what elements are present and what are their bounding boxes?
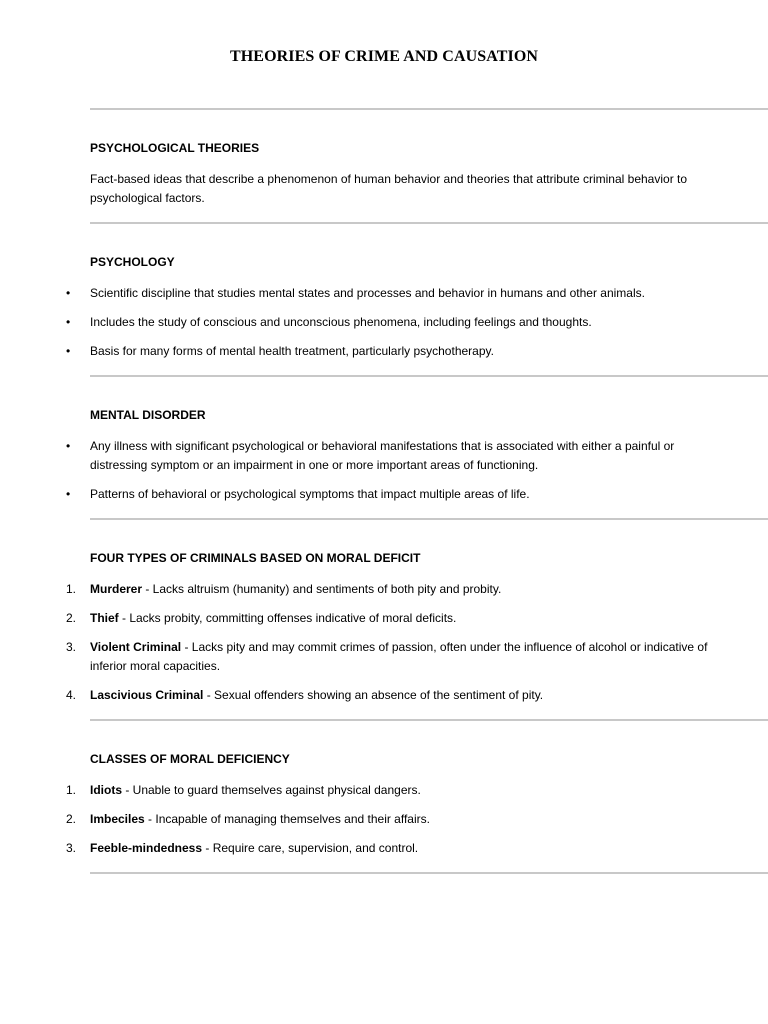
list-item-description: - Lacks altruism (humanity) and sentiments of both pity and probity. xyxy=(142,582,502,596)
section-four-types-of-criminals xyxy=(0,520,768,719)
list-item-term: Murderer xyxy=(90,582,143,596)
bullet-icon: • xyxy=(66,315,71,329)
list-item-term: Imbeciles xyxy=(90,812,145,826)
document-body xyxy=(0,108,768,874)
list-item-text: Patterns of behavioral or psychological symptoms that impact multiple areas of life. xyxy=(90,487,530,501)
list-item xyxy=(0,810,768,829)
section-heading: PSYCHOLOGY xyxy=(90,255,175,269)
section-mental-disorder xyxy=(0,377,768,518)
list-item-term: Idiots xyxy=(90,783,122,797)
numbered-list xyxy=(0,781,768,858)
bullet-icon: • xyxy=(66,439,71,453)
list-item-description: - Lacks probity, committing offenses indicative of moral deficits. xyxy=(118,611,457,625)
list-item-description: - Sexual offenders showing an absence of the sentiment of pity. xyxy=(203,688,544,702)
list-number: 3. xyxy=(66,841,77,855)
list-item xyxy=(0,580,768,599)
list-item xyxy=(0,342,768,361)
section-paragraph: Fact-based ideas that describe a phenomenon of human behavior and theories that attribute criminal behavior to psychological factors. xyxy=(90,172,688,205)
bullet-icon: • xyxy=(66,344,71,358)
list-item xyxy=(0,284,768,303)
list-item-term: Thief xyxy=(90,611,119,625)
list-item xyxy=(0,485,768,504)
list-item xyxy=(0,638,768,676)
list-number: 1. xyxy=(66,783,77,797)
numbered-list xyxy=(0,580,768,705)
bullet-list xyxy=(0,284,768,361)
list-number: 1. xyxy=(66,582,77,596)
list-item-term: Violent Criminal xyxy=(90,640,182,654)
list-item xyxy=(0,437,768,475)
list-item xyxy=(0,609,768,628)
bullet-icon: • xyxy=(66,487,71,501)
list-item-description: - Incapable of managing themselves and their affairs. xyxy=(144,812,430,826)
list-item-description: - Require care, supervision, and control. xyxy=(202,841,419,855)
list-item-description: - Unable to guard themselves against physical dangers. xyxy=(122,783,421,797)
list-number: 2. xyxy=(66,812,77,826)
section-psychology xyxy=(0,224,768,375)
list-item-text: Includes the study of conscious and unconscious phenomena, including feelings and thoughts. xyxy=(90,315,592,329)
section-psychological-theories xyxy=(0,110,768,222)
list-number: 3. xyxy=(66,640,77,654)
list-item xyxy=(0,781,768,800)
bullet-icon: • xyxy=(66,286,71,300)
list-item xyxy=(0,839,768,858)
list-item-text: Scientific discipline that studies mental states and processes and behavior in humans and other animals. xyxy=(90,286,645,300)
section-heading: MENTAL DISORDER xyxy=(90,408,206,422)
bullet-list xyxy=(0,437,768,504)
list-item xyxy=(0,313,768,332)
section-heading: CLASSES OF MORAL DEFICIENCY xyxy=(90,752,290,766)
list-item-description: - Lacks pity and may commit crimes of passion, often under the influence of alcohol or indicative of inferior moral capacities. xyxy=(90,640,708,673)
list-item-text: Basis for many forms of mental health treatment, particularly psychotherapy. xyxy=(90,344,494,358)
section-heading: FOUR TYPES OF CRIMINALS BASED ON MORAL DEFICIT xyxy=(90,551,421,565)
section-divider xyxy=(90,872,768,874)
list-item xyxy=(0,686,768,705)
list-item-text: Any illness with significant psychological or behavioral manifestations that is associated with either a painful or distressing symptom or an impairment in one or more important areas of functioning. xyxy=(90,439,675,472)
document-title: THEORIES OF CRIME AND CAUSATION xyxy=(229,48,539,65)
list-number: 2. xyxy=(66,611,77,625)
section-classes-of-moral-deficiency xyxy=(0,721,768,872)
list-number: 4. xyxy=(66,688,77,702)
list-item-term: Feeble-mindedness xyxy=(90,841,203,855)
section-heading: PSYCHOLOGICAL THEORIES xyxy=(90,141,260,155)
list-item-term: Lascivious Criminal xyxy=(90,688,204,702)
